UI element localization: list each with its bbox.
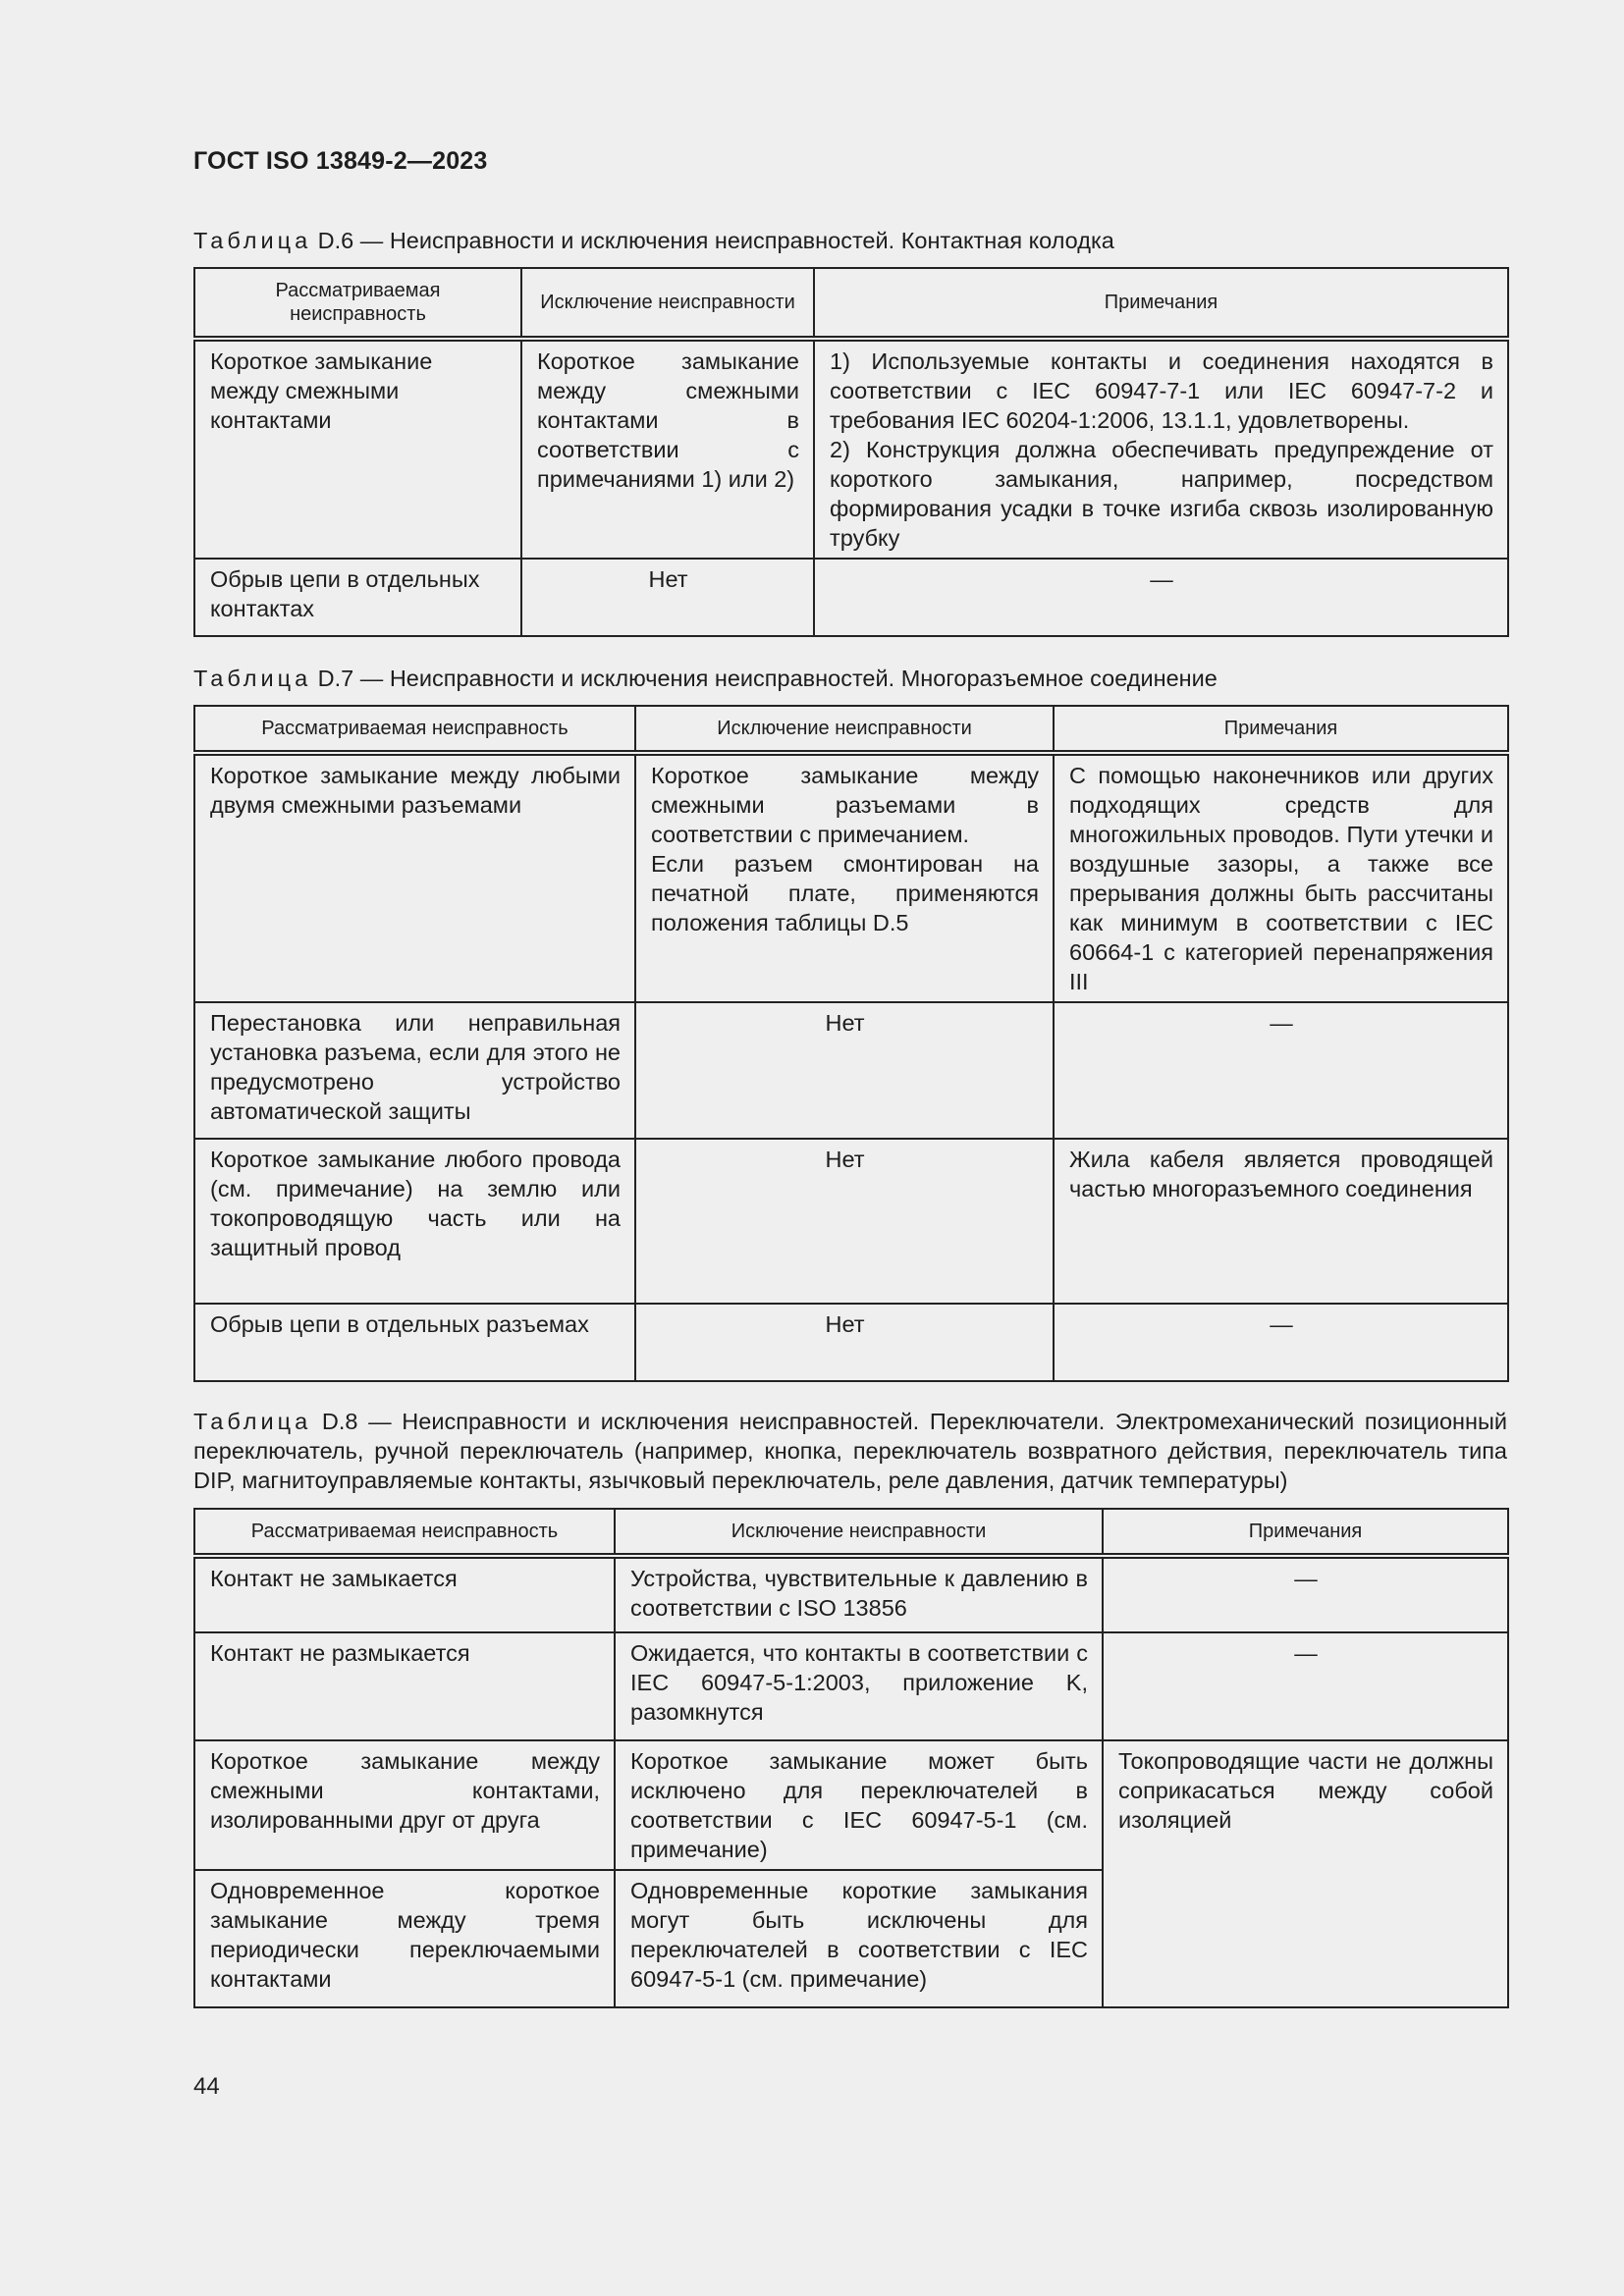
notes-cell: — <box>1103 1632 1508 1740</box>
table-row <box>194 339 1508 559</box>
caption-prefix: Таблица <box>193 228 312 253</box>
column-header: Рассматриваемая неисправность <box>194 706 635 753</box>
exclusion-cell: Одновременные короткие замыкания могут быть исключены для переключателей в соответствии с IEC 60947-5-1 (см. примечание) <box>615 1870 1103 2007</box>
notes-cell: Жила кабеля является проводящей частью многоразъемного соединения <box>1054 1139 1508 1304</box>
exclusion-cell: Короткое замыкание между смежными контактами в соответствии с примечаниями 1) или 2) <box>521 339 814 559</box>
exclusion-cell <box>635 753 1054 1002</box>
exclusion-cell: Ожидается, что контакты в соответствии с IEC 60947-5-1:2003, приложение K, разомкнутся <box>615 1632 1103 1740</box>
table-d6-caption <box>193 226 1507 255</box>
notes-cell: Токопроводящие части не должны соприкасаться между собой изоляцией <box>1103 1740 1508 2007</box>
table-row <box>194 1002 1508 1139</box>
note-2: 2) Конструкция должна обеспечивать предупреждение от короткого замыкания, например, посредством формирования усадки в точке изгиба сквозь изолированную трубку <box>830 437 1493 551</box>
document-header: ГОСТ ISO 13849-2—2023 <box>193 147 488 175</box>
column-header: Рассматриваемая неисправность <box>194 1509 615 1556</box>
notes-cell: — <box>1103 1556 1508 1632</box>
table-row <box>194 1556 1508 1632</box>
table-row <box>194 559 1508 636</box>
table-row <box>194 1740 1508 1870</box>
fault-cell: Обрыв цепи в отдельных разъемах <box>194 1304 635 1381</box>
table-d6 <box>193 267 1509 637</box>
column-header: Примечания <box>814 268 1508 339</box>
notes-cell: — <box>1054 1002 1508 1139</box>
caption-prefix: Таблица <box>193 1409 312 1434</box>
table-header-row <box>194 1509 1508 1556</box>
caption-text: D.6 — Неисправности и исключения неисправностей. Контактная колодка <box>311 228 1114 253</box>
exclusion-text: Короткое замыкание между смежными разъемами в соответствии с примечанием. <box>651 763 1039 847</box>
exclusion-cell: Нет <box>635 1304 1054 1381</box>
table-d7-caption <box>193 664 1507 693</box>
column-header: Рассматриваемая неисправность <box>194 268 521 339</box>
column-header: Исключение неисправности <box>635 706 1054 753</box>
exclusion-cell: Нет <box>635 1002 1054 1139</box>
fault-cell: Короткое замыкание между смежными контактами, изолированными друг от друга <box>194 1740 615 1870</box>
fault-cell: Контакт не замыкается <box>194 1556 615 1632</box>
exclusion-cell: Нет <box>635 1139 1054 1304</box>
notes-cell: С помощью наконечников или других подходящих средств для многожильных проводов. Пути утечки и воздушные зазоры, а также все прерывания должны быть рассчитаны как минимум в соответствии с IEC 60664-1 с категорией перенапряжения III <box>1054 753 1508 1002</box>
note-1: 1) Используемые контакты и соединения находятся в соответствии с IEC 60947-7-1 или IEC 60947-7-2 и требования IEC 60204-1:2006, 13.1.1, удовлетворены. <box>830 348 1493 433</box>
table-d8 <box>193 1508 1509 2008</box>
table-row <box>194 1632 1508 1740</box>
fault-cell: Короткое замыкание между любыми двумя смежными разъемами <box>194 753 635 1002</box>
table-row <box>194 753 1508 1002</box>
column-header: Исключение неисправности <box>615 1509 1103 1556</box>
caption-text: D.8 — Неисправности и исключения неисправностей. Переключатели. Электромеханический позиционный переключатель, ручной переключатель (например, кнопка, переключатель возвратного действия, переключатель типа DIP, магнитоуправляемые контакты, язычковый переключатель, реле давления, датчик температуры) <box>193 1409 1507 1493</box>
fault-cell: Одновременное короткое замыкание между тремя периодически переключаемыми контактами <box>194 1870 615 2007</box>
caption-text: D.7 — Неисправности и исключения неисправностей. Многоразъемное соединение <box>311 666 1218 691</box>
exclusion-text: Если разъем смонтирован на печатной плате, применяются положения таблицы D.5 <box>651 851 1039 935</box>
notes-cell: — <box>1054 1304 1508 1381</box>
page-number: 44 <box>193 2073 220 2100</box>
caption-prefix: Таблица <box>193 666 312 691</box>
table-d8-caption <box>193 1407 1507 1495</box>
column-header: Примечания <box>1103 1509 1508 1556</box>
exclusion-cell: Устройства, чувствительные к давлению в соответствии с ISO 13856 <box>615 1556 1103 1632</box>
fault-cell: Обрыв цепи в отдельных контактах <box>194 559 521 636</box>
notes-cell: — <box>814 559 1508 636</box>
table-header-row <box>194 268 1508 339</box>
column-header: Примечания <box>1054 706 1508 753</box>
exclusion-cell: Нет <box>521 559 814 636</box>
fault-cell: Короткое замыкание любого провода (см. примечание) на землю или токопроводящую часть или на защитный провод <box>194 1139 635 1304</box>
exclusion-cell: Короткое замыкание может быть исключено для переключателей в соответствии с IEC 60947-5-1 (см. примечание) <box>615 1740 1103 1870</box>
table-header-row <box>194 706 1508 753</box>
table-row <box>194 1304 1508 1381</box>
column-header: Исключение неисправности <box>521 268 814 339</box>
fault-cell: Короткое замыкание между смежными контактами <box>194 339 521 559</box>
notes-cell <box>814 339 1508 559</box>
table-row <box>194 1139 1508 1304</box>
fault-cell: Перестановка или неправильная установка разъема, если для этого не предусмотрено устройство автоматической защиты <box>194 1002 635 1139</box>
table-d7 <box>193 705 1509 1382</box>
fault-cell: Контакт не размыкается <box>194 1632 615 1740</box>
